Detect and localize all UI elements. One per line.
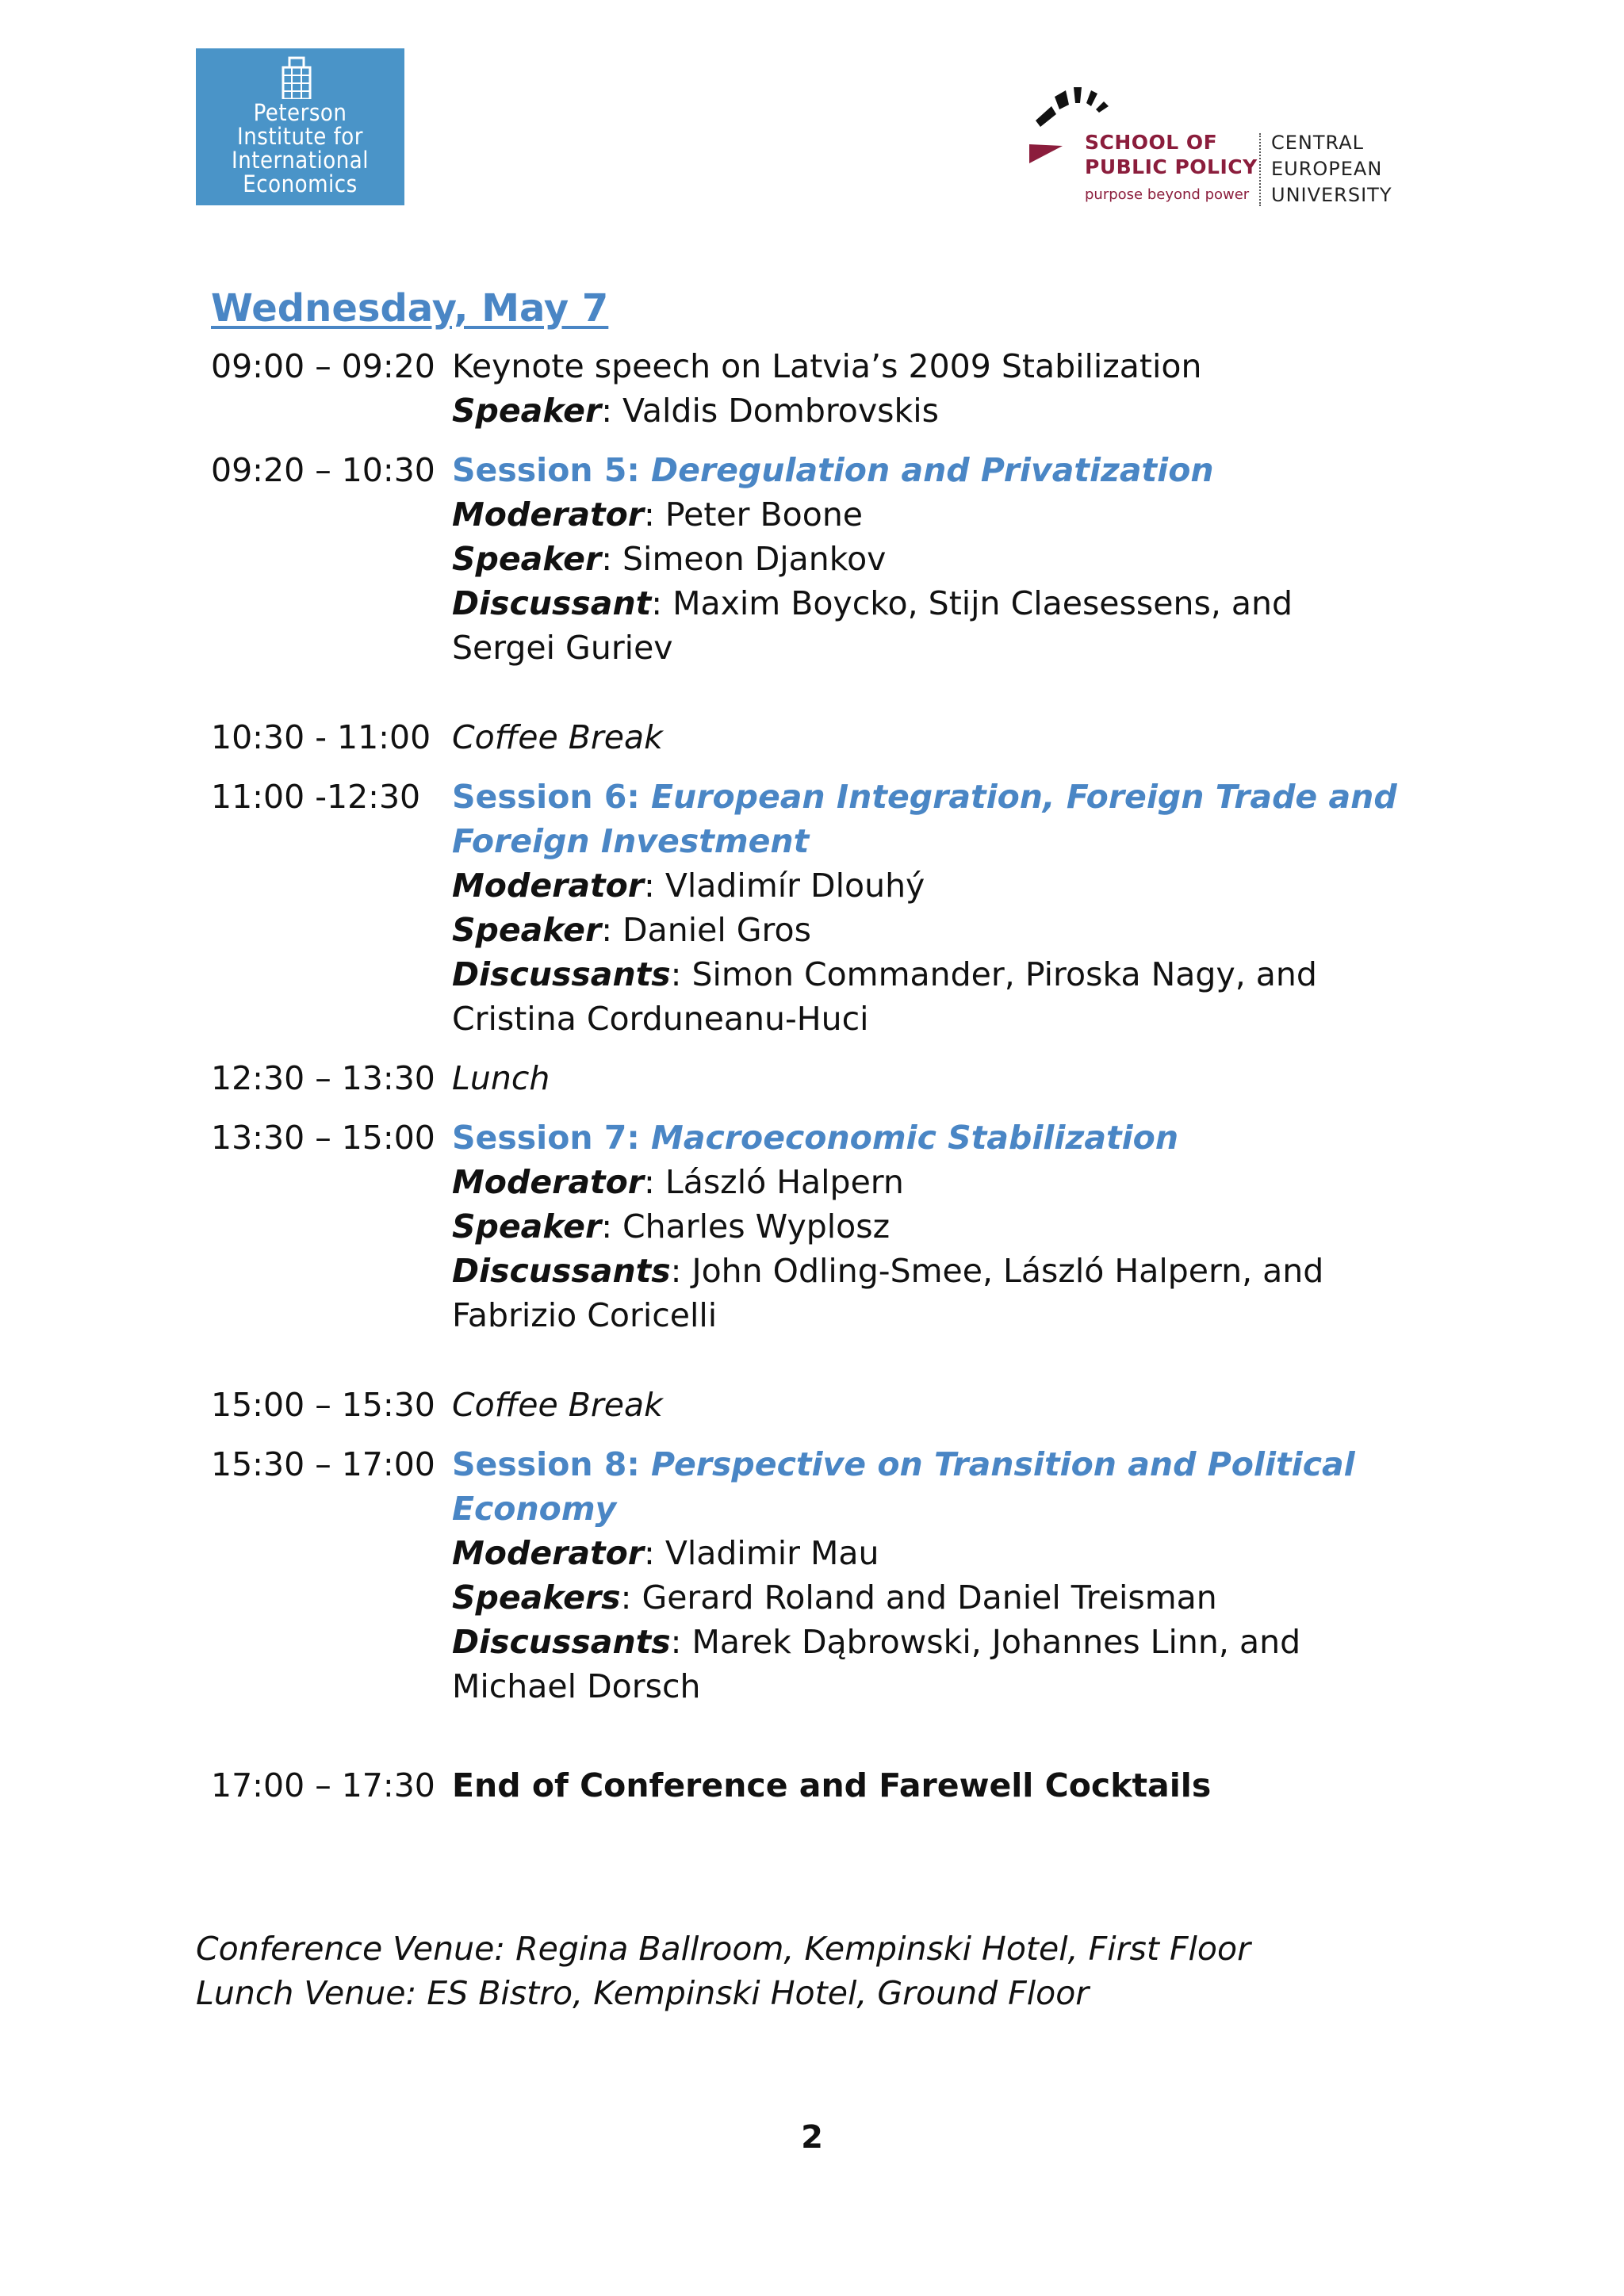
session-number: Session 6: (452, 778, 652, 816)
item-title: Keynote speech on Latvia’s 2009 Stabilization (452, 347, 1202, 385)
role-label: Discussant (452, 584, 652, 622)
schedule-item (211, 1383, 1400, 1427)
moderator-line (452, 863, 1400, 908)
speaker-line (452, 1575, 1400, 1620)
session-name: Perspective on Transition and Political Economy (452, 1445, 1355, 1528)
time-slot: 09:20 – 10:30 (211, 451, 435, 489)
speaker-line (452, 537, 1400, 581)
session-title (452, 775, 1400, 863)
item-content (452, 448, 1400, 670)
item-content (452, 1442, 1400, 1709)
time-slot: 15:00 – 15:30 (211, 1386, 435, 1424)
piie-line: Institute for (237, 123, 363, 150)
schedule (211, 344, 1400, 1808)
piie-line: Economics (243, 170, 358, 197)
building-icon (278, 56, 315, 99)
break-label: Coffee Break (452, 718, 663, 756)
time-slot: 09:00 – 09:20 (211, 347, 435, 385)
role-value: : Valdis Dombrovskis (601, 392, 940, 430)
schedule-item (211, 715, 1400, 760)
role-label: Moderator (452, 1534, 644, 1572)
break-label: Coffee Break (452, 1386, 663, 1424)
ceu-line: CENTRAL (1271, 132, 1365, 154)
discussant-line (452, 1249, 1400, 1337)
role-label: Speaker (452, 540, 602, 578)
day-heading: Wednesday, May 7 (211, 286, 609, 331)
spp-tagline: purpose beyond power (1085, 186, 1250, 203)
role-value: : Peter Boone (644, 496, 864, 534)
schedule-item (211, 344, 1400, 433)
piie-logo (196, 48, 404, 205)
session-number: Session 5: (452, 451, 652, 489)
speaker-line (452, 1204, 1400, 1249)
discussant-line (452, 581, 1400, 670)
session-number: Session 8: (452, 1445, 652, 1483)
role-label: Speaker (452, 911, 602, 949)
role-value: : László Halpern (644, 1163, 904, 1201)
item-content (452, 1115, 1400, 1337)
item-content (452, 344, 1400, 433)
role-value: : John Odling-Smee, László Halpern, and Fabrizio Coricelli (452, 1252, 1324, 1334)
session-number: Session 7: (452, 1119, 652, 1157)
lunch-venue: Lunch Venue: ES Bistro, Kempinski Hotel, Ground Floor (196, 1974, 1090, 2012)
speaker-line (452, 388, 1400, 433)
role-value: : Simeon Djankov (601, 540, 887, 578)
closing-title: End of Conference and Farewell Cocktails (452, 1766, 1212, 1804)
role-label: Discussants (452, 1252, 671, 1290)
schedule-item (211, 1763, 1400, 1808)
logo-divider (1259, 133, 1261, 206)
speaker-line (452, 908, 1400, 952)
role-label: Moderator (452, 1163, 644, 1201)
role-label: Discussants (452, 1623, 671, 1661)
spp-line: PUBLIC POLICY (1085, 155, 1258, 178)
role-label: Moderator (452, 496, 644, 534)
time-slot: 17:00 – 17:30 (211, 1766, 435, 1804)
session-name: Deregulation and Privatization (651, 451, 1214, 489)
time-slot: 11:00 -12:30 (211, 778, 421, 816)
role-value: : Vladimir Mau (644, 1534, 879, 1572)
schedule-item (211, 1442, 1400, 1709)
ceu-line: EUROPEAN (1271, 158, 1383, 180)
schedule-item (211, 775, 1400, 1041)
time-slot: 13:30 – 15:00 (211, 1119, 435, 1157)
moderator-line (452, 492, 1400, 537)
spp-school-name (1085, 130, 1258, 179)
moderator-line (452, 1531, 1400, 1575)
session-title (452, 1442, 1400, 1531)
piie-line: Peterson (253, 99, 347, 126)
role-label: Moderator (452, 867, 644, 905)
spp-ceu-logo (1028, 82, 1400, 217)
piie-line: International (232, 147, 369, 174)
role-value: : Maxim Boycko, Stijn Claesessens, and Sergei Guriev (452, 584, 1293, 667)
time-slot: 15:30 – 17:00 (211, 1445, 435, 1483)
break-label: Lunch (452, 1059, 550, 1097)
time-slot: 12:30 – 13:30 (211, 1059, 435, 1097)
page-number: 2 (801, 2119, 823, 2156)
role-value: : Charles Wyplosz (601, 1207, 891, 1246)
role-value: : Vladimír Dlouhý (644, 867, 925, 905)
ceu-line: UNIVERSITY (1271, 184, 1392, 206)
role-label: Speaker (452, 1207, 602, 1246)
moderator-line (452, 1160, 1400, 1204)
piie-wordmark (196, 101, 404, 196)
item-content (452, 775, 1400, 1041)
ceu-name (1271, 130, 1392, 209)
session-name: European Integration, Foreign Trade and Foreign Investment (452, 778, 1397, 860)
role-value: : Simon Commander, Piroska Nagy, and Cristina Corduneanu-Huci (452, 955, 1317, 1038)
schedule-item (211, 448, 1400, 670)
role-label: Discussants (452, 955, 671, 993)
role-label: Speaker (452, 392, 602, 430)
spp-line: SCHOOL OF (1085, 131, 1218, 154)
role-label: Speakers (452, 1578, 621, 1617)
schedule-item (211, 1115, 1400, 1337)
session-title (452, 448, 1400, 492)
role-value: : Marek Dąbrowski, Johannes Linn, and Michael Dorsch (452, 1623, 1301, 1705)
conference-venue: Conference Venue: Regina Ballroom, Kempinski Hotel, First Floor (196, 1930, 1251, 1968)
time-slot: 10:30 - 11:00 (211, 718, 431, 756)
session-name: Macroeconomic Stabilization (651, 1119, 1179, 1157)
discussant-line (452, 952, 1400, 1041)
role-value: : Daniel Gros (601, 911, 811, 949)
session-title (452, 1115, 1400, 1160)
role-value: : Gerard Roland and Daniel Treisman (620, 1578, 1217, 1617)
discussant-line (452, 1620, 1400, 1709)
venue-notes (196, 1927, 1251, 2015)
schedule-item (211, 1056, 1400, 1100)
